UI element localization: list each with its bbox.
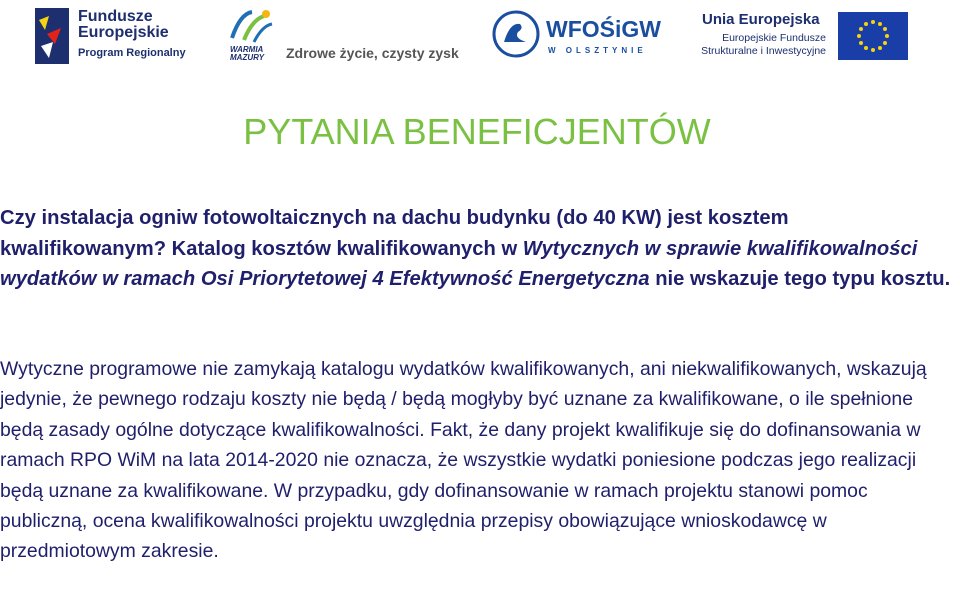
fundusze-europejskie-logo <box>33 6 186 66</box>
ue-subtitle <box>690 32 826 58</box>
ue-title: Unia Europejska <box>702 11 820 28</box>
question-part2: nie wskazuje tego typu kosztu. <box>649 268 951 290</box>
wfosigw-name: WFOŚiGW <box>546 16 661 42</box>
warmia-slogan: Zdrowe życie, czysty zysk <box>286 45 459 61</box>
warmia-mazury-logo <box>226 8 459 66</box>
unia-europejska-logo <box>690 10 920 66</box>
eu-flag-icon <box>838 12 908 60</box>
ue-sub2: Strukturalne i Inwestycyjne <box>701 45 826 57</box>
warmia-line2: MAZURY <box>230 53 265 62</box>
wfosigw-logo <box>490 8 661 64</box>
question-italic: Wytycznych w sprawie kwalifikowalności wydatków w ramach Osi Priorytetowej 4 Efektywność Energetyczna <box>0 237 918 290</box>
page-title: PYTANIA BENEFICJENTÓW <box>243 111 711 152</box>
fundusze-line1: Fundusze <box>78 8 153 25</box>
warmia-line1: WARMIA <box>230 45 264 54</box>
fundusze-sub: Program Regionalny <box>78 47 186 59</box>
fundusze-europejskie-emblem-icon <box>33 6 73 66</box>
logo-bar <box>0 0 960 72</box>
question-part1: Czy instalacja ogniw fotowoltaicznych na dachu budynku (do 40 KW) jest kosztem kwalifikowanym? Katalog kosztów kwalifikowanych w <box>0 207 789 260</box>
question-text <box>0 203 956 295</box>
wfosigw-city: W OLSZTYNIE <box>548 46 647 55</box>
answer-text: Wytyczne programowe nie zamykają katalogu wydatków kwalifikowanych, ani niekwalifikowanych, wskazują jedynie, że pewnego rodzaju koszty nie będą / będą mogłyby być uznane za kwalifikowane, o ile spełnione będą zasady ogólne dotyczące kwalifikowalności. Fakt, że dany projekt kwalifikuje się do dofinansowania w ramach RPO WiM na lata 2014-2020 nie oznacza, że wszystkie wydatki poniesione podczas jego realizacji będą uznane za kwalifikowane. W przypadku, gdy dofinansowanie w ramach projektu stanowi pomoc publiczną, ocena kwalifikowalności projektu uwzględnia przepisy obowiązujące wnioskodawcę w przedmiotowym zakresie. <box>0 358 927 563</box>
warmia-mazury-emblem-icon <box>226 8 278 44</box>
fundusze-line2: Europejskie <box>78 24 169 41</box>
ue-sub1: Europejskie Fundusze <box>722 32 826 44</box>
swan-icon <box>490 8 542 60</box>
